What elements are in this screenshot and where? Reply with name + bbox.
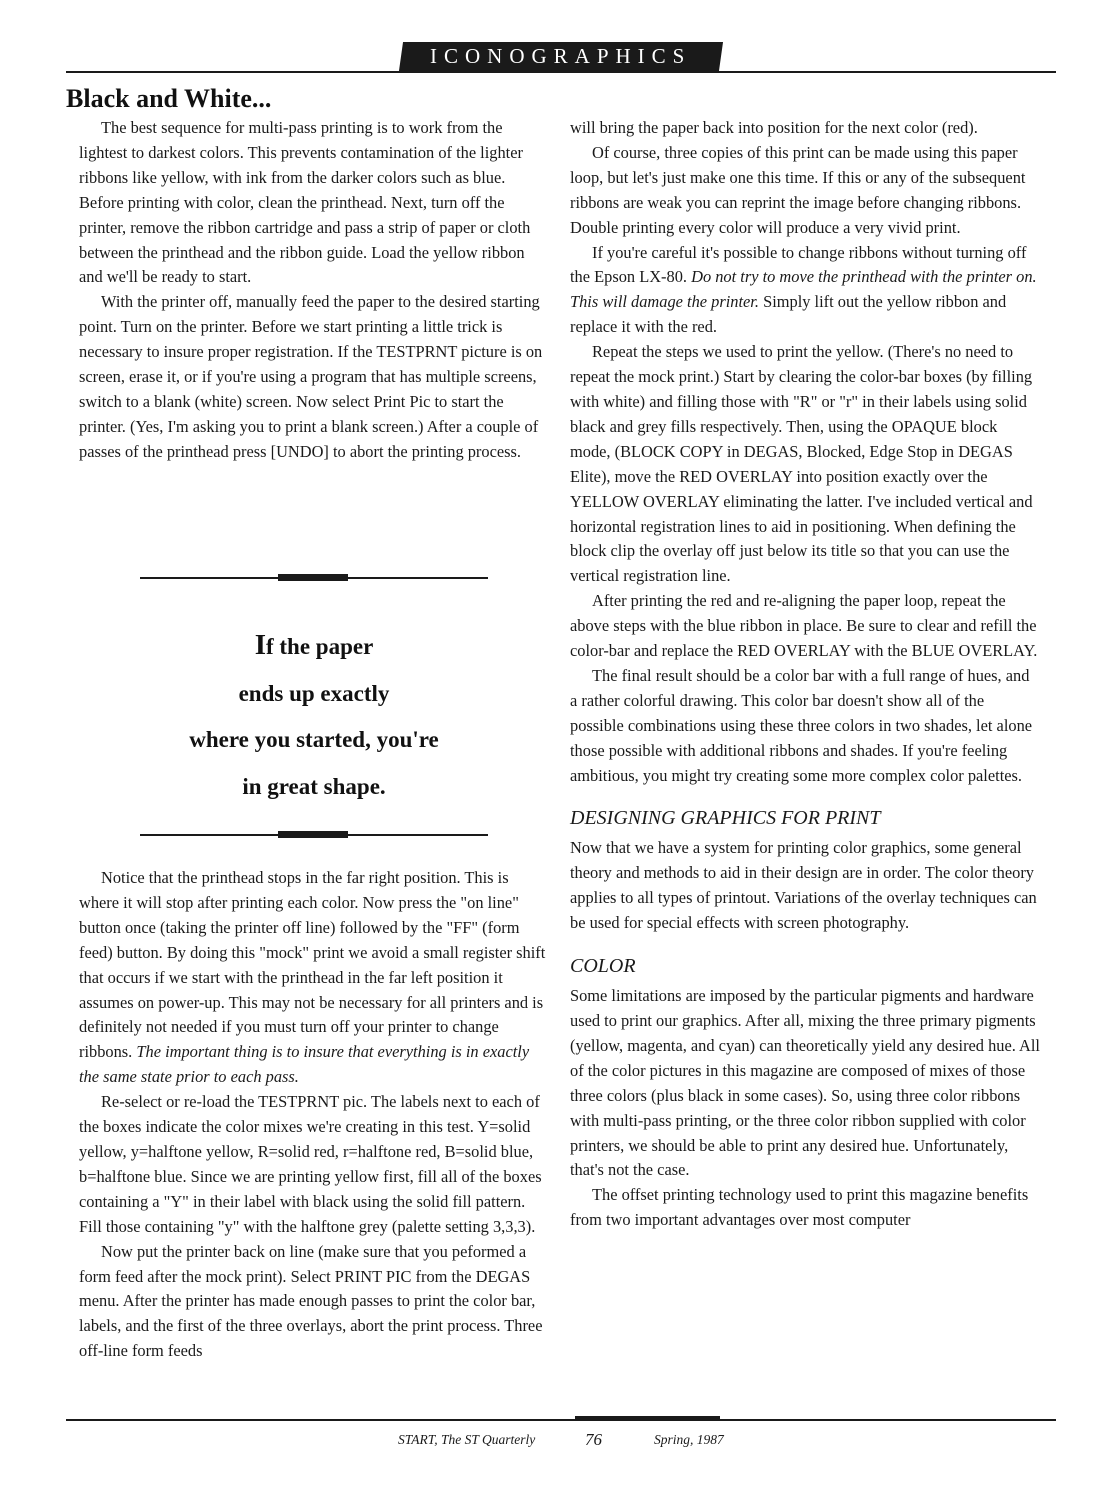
paragraph: If you're careful it's possible to change ribbons without turning off the Epson LX-80. Do not try to move the printhead with the printer on. This will damage the printer. Simply lift out the yellow ribbon and replace it with the red. [570, 242, 1037, 337]
paragraph: With the printer off, manually feed the paper to the desired starting point. Turn on the printer. Before we start printing a little trick is necessary to insure proper registration. If the TESTPRNT picture is on screen, erase it, or if you're using a program that has multiple screens, switch to a blank (white) screen. Now select Print Pic to start the printer. (Yes, I'm asking you to print a blank screen.) After a couple of passes of the printhead press [UNDO] to abort the printing process. [79, 292, 543, 461]
emphasis: Do not try to move the printhead with the printer on. This will damage the printer. [570, 267, 1037, 312]
pull-quote-bottom-rule [140, 834, 488, 836]
paragraph: The best sequence for multi-pass printing is to work from the lightest to darkest colors. This prevents contamination of the lighter ribbons like yellow, with ink from the darker colors such as blue. Before printing with color, clean the printhead. Next, turn off the printer, remove the ribbon cartridge and pass a strip of paper or cloth between the printhead and the ribbon guide. Load the yellow ribbon and we'll be ready to start. [79, 118, 531, 287]
left-column-top [79, 116, 549, 465]
footer-rule [66, 1419, 1056, 1421]
section-heading: DESIGNING GRAPHICS FOR PRINT [570, 807, 881, 830]
paragraph: Now put the printer back on line (make sure that you peformed a form feed after the mock print). Select PRINT PIC from the DEGAS menu. After the printer has made enough passes to print the color bar, labels, and the first of the three overlays, abort the print process. Three off-line form feeds [79, 1241, 543, 1361]
page-number: 76 [585, 1430, 602, 1449]
pull-quote-dropcap: I [254, 629, 266, 661]
pull-quote-line: f the paper [265, 634, 374, 659]
pull-quote-line: ends up exactly [238, 680, 390, 706]
paragraph: After printing the red and re-aligning the paper loop, repeat the above steps with the blue ribbon in place. Be sure to clear and refill the color-bar and replace the RED OVERLAY with the BLUE OVERLAY. [570, 591, 1038, 661]
paragraph: Re-select or re-load the TESTPRNT pic. The labels next to each of the boxes indicate the color mixes we're creating in this test. Y=solid yellow, y=halftone yellow, R=solid red, r=halftone red, B=solid blue, b=halftone blue. Since we are printing yellow first, fill all of the boxes containing a "Y" in their label with black using the solid fill pattern. Fill those containing "y" with the halftone grey (palette setting 3,3,3). [79, 1092, 542, 1236]
pull-quote-text [140, 622, 488, 810]
paragraph: The offset printing technology used to print this magazine benefits from two important advantages over most computer [570, 1185, 1029, 1230]
pull-quote-line: where you started, you're [189, 727, 439, 752]
paragraph: The final result should be a color bar with a full range of hues, and a rather colorful drawing. This color bar doesn't show all of the possible combinations using these three colors in two shades, let alone those possible with additional ribbons and shades. If you're feeling ambitious, you might try creating some more complex color palettes. [570, 665, 1033, 785]
pull-quote-top-rule [140, 577, 488, 579]
article-title: Black and White... [66, 84, 272, 113]
right-column [570, 116, 1040, 1233]
section-label: ICONOGRAPHICS [430, 44, 692, 68]
header-rule [66, 71, 1056, 73]
section-tab [399, 42, 723, 71]
pull-quote [140, 572, 490, 842]
pull-quote-line: in great shape. [242, 773, 386, 799]
section-heading: COLOR [570, 955, 636, 978]
paragraph: Some limitations are imposed by the particular pigments and hardware used to print our graphics. After all, mixing the three primary pigments (yellow, magenta, and cyan) can theoretically yield any desired hue. All of the color pictures in this magazine are composed of mixes of those three colors (plus black in some cases). So, using three color ribbons with multi-pass printing, or the three color ribbon supplied with color printers, we should be able to print any desired hue. Unfortunately, that's not the case. [570, 986, 1040, 1180]
paragraph: Notice that the printhead stops in the far right position. This is where it will stop after printing each color. Now press the "on line" button once (taking the printer off line) followed by the "FF" (form feed) button. By doing this "mock" print we avoid a small register shift that occurs if we start with the printhead in the far left position it assumes on power-up. This may not be necessary for all printers and is definitely not needed if you must turn off your printer to change ribbons. The important thing is to insure that everything is in exactly the same state prior to each pass. [79, 868, 546, 1087]
left-column-bottom [79, 866, 549, 1364]
footer-publication: START, The ST Quarterly [398, 1432, 536, 1447]
paragraph: Of course, three copies of this print can be made using this paper loop, but let's just make one this time. If this or any of the subsequent ribbons are weak you can reprint the image before changing ribbons. Double printing every color will produce a very vivid print. [570, 142, 1026, 237]
paragraph: Now that we have a system for printing color graphics, some general theory and methods to aid in their design are in order. The color theory applies to all types of printout. Variations of the overlay techniques can be used for special effects with screen photography. [570, 838, 1037, 933]
footer-mark [575, 1416, 720, 1421]
paragraph: Repeat the steps we used to print the yellow. (There's no need to repeat the mock print.) Start by clearing the color-bar boxes (by filling with white) and filling those with "R" or "r" in their labels using solid black and grey fills respectively. Then, using the OPAQUE block mode, (BLOCK COPY in DEGAS, Blocked, Edge Stop in DEGAS Elite), move the RED OVERLAY into position exactly over the YELLOW OVERLAY eliminating the latter. I've included vertical and horizontal registration lines to aid in positioning. When defining the block clip the overlay off just below its title so that you can use the vertical registration line. [570, 342, 1033, 586]
emphasis: The important thing is to insure that everything is in exactly the same state prior to each pass. [79, 1042, 530, 1087]
paragraph: will bring the paper back into position for the next color (red). [570, 118, 978, 137]
footer-date: Spring, 1987 [654, 1432, 724, 1447]
